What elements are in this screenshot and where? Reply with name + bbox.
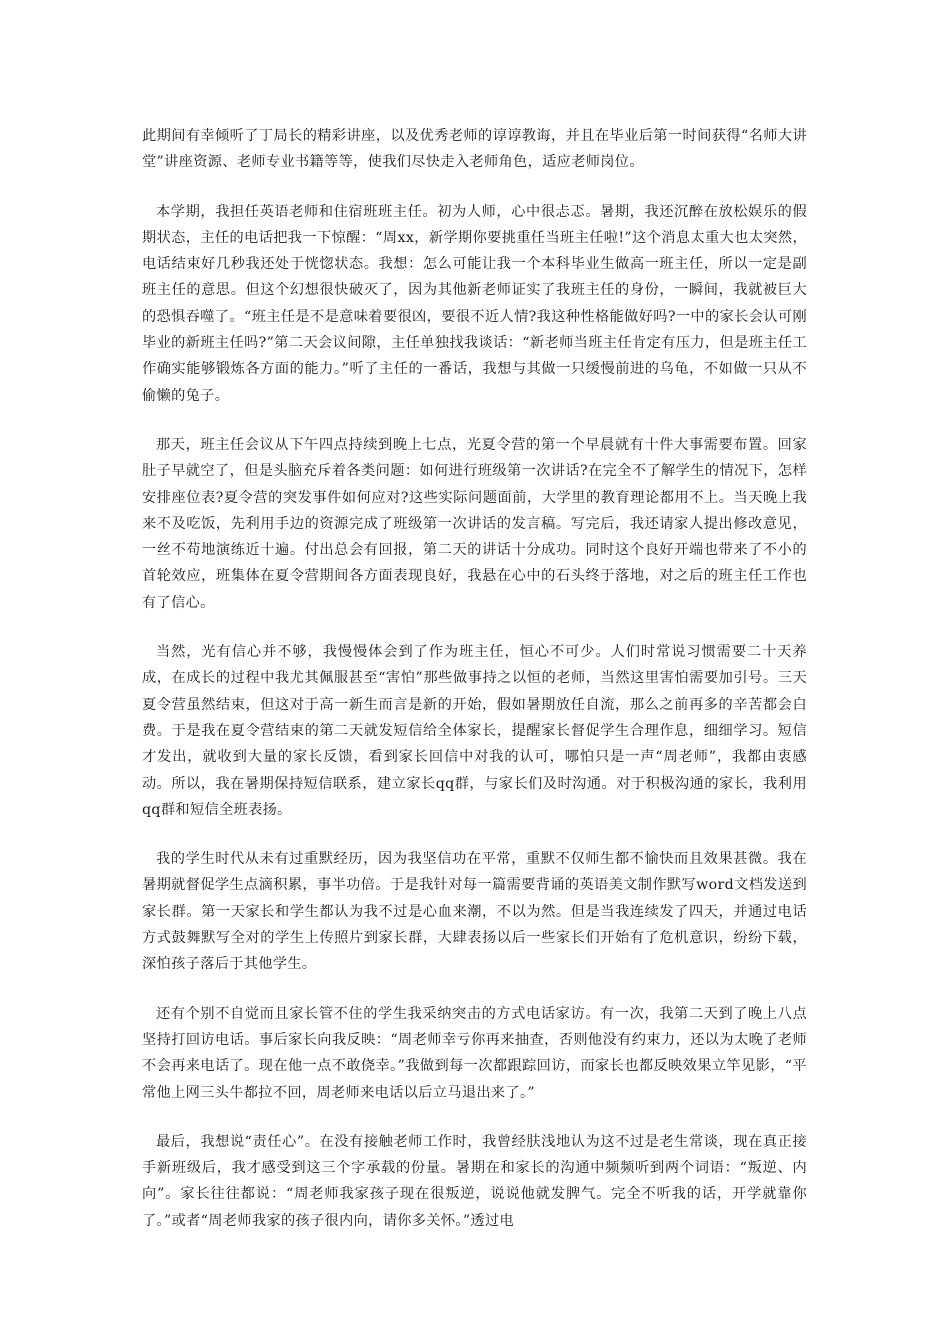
paragraph-3: 那天，班主任会议从下午四点持续到晚上七点，光夏令营的第一个早晨就有十件大事需要布置。回家肚子早就空了，但是头脑充斥着各类问题：如何进行班级第一次讲话?在完全不了解学生的情况下，怎样安排座位表?夏令营的突发事件如何应对?这些实际问题面前，大学里的教育理论都用不上。当天晚上我来不及吃饭，先利用手边的资源完成了班级第一次讲话的发言稿。写完后，我还请家人提出修改意见，一丝不苟地演练近十遍。付出总会有回报，第二天的讲话十分成功。同时这个良好开端也带来了不小的首轮效应，班集体在夏令营期间各方面表现良好，我悬在心中的石头终于落地，对之后的班主任工作也有了信心。 — [142, 436, 807, 611]
paragraph-4: 当然，光有信心并不够，我慢慢体会到了作为班主任，恒心不可少。人们时常说习惯需要二十天养成，在成长的过程中我尤其佩服甚至“害怕”那些做事持之以恒的老师，当然这里害怕需要加引号。三天夏令营虽然结束，但这对于高一新生而言是新的开始，假如暑期放任自流，那么之前再多的辛苦都会白费。于是我在夏令营结束的第二天就发短信给全体家长，提醒家长督促学生合理作息，细细学习。短信才发出，就收到大量的家长反馈，看到家长回信中对我的认可，哪怕只是一声“周老师”，我都由衷感动。所以，我在暑期保持短信联系，建立家长qq群，与家长们及时沟通。对于积极沟通的家长，我利用qq群和短信全班表扬。 — [142, 644, 807, 818]
paragraph-1: 此期间有幸倾听了丁局长的精彩讲座，以及优秀老师的谆谆教诲，并且在毕业后第一时间获得“名师大讲堂”讲座资源、老师专业书籍等等，使我们尽快走入老师角色，适应老师岗位。 — [142, 128, 807, 171]
paragraph-7: 最后，我想说“责任心”。在没有接触老师工作时，我曾经肤浅地认为这不过是老生常谈，现在真正接手新班级后，我才感受到这三个字承载的份量。暑期在和家长的沟通中频频听到两个词语：“叛逆、内向”。家长往往都说：“周老师我家孩子现在很叛逆，说说他就发脾气。完全不听我的话，开学就靠你了。”或者“周老师我家的孩子很内向，请你多关怀。”透过电 — [142, 1133, 807, 1229]
document-page — [142, 123, 807, 1257]
paragraph-5: 我的学生时代从未有过重默经历，因为我坚信功在平常，重默不仅师生都不愉快而且效果甚微。我在暑期就督促学生点滴积累，事半功倍。于是我针对每一篇需要背诵的英语美文制作默写word文档发送到家长群。第一天家长和学生都认为我不过是心血来潮，不以为然。但是当我连续发了四天，并通过电话方式鼓舞默写全对的学生上传照片到家长群，大肆表扬以后一些家长们开始有了危机意识，纷纷下载，深怕孩子落后于其他学生。 — [142, 851, 807, 973]
paragraph-2: 本学期，我担任英语老师和住宿班班主任。初为人师，心中很忐忑。暑期，我还沉醉在放松娱乐的假期状态，主任的电话把我一下惊醒：“周xx，新学期你要挑重任当班主任啦!”这个消息太重大也太突然，电话结束好几秒我还处于恍惚状态。我想：怎么可能让我一个本科毕业生做高一班主任，所以一定是副班主任的意思。但这个幻想很快破灭了，因为其他新老师证实了我班主任的身份，一瞬间，我就被巨大的恐惧吞噬了。“班主任是不是意味着要很凶，要很不近人情?我这种性格能做好吗?一中的家长会认可刚毕业的新班主任吗?”第二天会议间隙，主任单独找我谈话：“新老师当班主任肯定有压力，但是班主任工作确实能够锻炼各方面的能力。”听了主任的一番话，我想与其做一只缓慢前进的乌龟，不如做一只从不偷懒的兔子。 — [142, 203, 807, 404]
paragraph-6: 还有个别不自觉而且家长管不住的学生我采纳突击的方式电话家访。有一次，我第二天到了晚上八点坚持打回访电话。事后家长向我反映：“周老师幸亏你再来抽查，否则他没有约束力，还以为太晚了老师不会再来电话了。现在他一点不敢侥幸。”我做到每一次都跟踪回访，而家长也都反映效果立竿见影，“平常他上网三头牛都拉不回，周老师来电话以后立马退出来了。” — [142, 1005, 807, 1101]
